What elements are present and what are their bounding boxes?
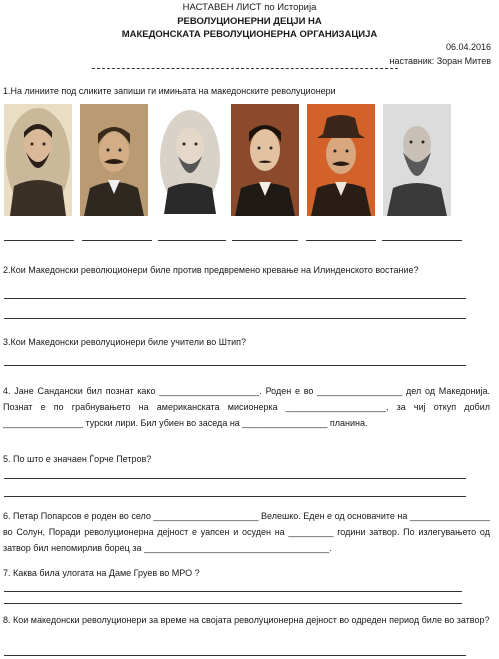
portrait-4: [231, 104, 299, 216]
worksheet-title: РЕВОЛУЦИОНЕРНИ ДЕЦЈИ НА: [177, 16, 322, 27]
name-line-6[interactable]: [382, 240, 462, 241]
question-8: 8. Кои македонски револуционери за време на својата револуционерна дејност во одреден период биле во затвор?: [3, 615, 490, 625]
question-5: 5. По што е значаен Ѓорче Петров?: [3, 454, 152, 464]
answer-line[interactable]: [4, 298, 466, 299]
date-label: 06.04.2016: [445, 42, 491, 52]
answer-line[interactable]: [4, 365, 466, 366]
portrait-man-in-hat-icon: [307, 104, 375, 216]
portrait-bearded-man-icon: [4, 104, 72, 216]
answer-line[interactable]: [4, 655, 466, 656]
question-3: 3.Кои Македонски револуционери биле учители во Штип?: [3, 337, 246, 347]
portrait-6: [383, 104, 451, 216]
name-line-4[interactable]: [232, 240, 298, 241]
answer-line[interactable]: [4, 591, 462, 592]
name-line-1[interactable]: [4, 240, 74, 241]
portrait-young-man-icon: [231, 104, 299, 216]
portrait-mustached-man-icon: [80, 104, 148, 216]
portrait-2: [80, 104, 148, 216]
answer-line[interactable]: [4, 318, 466, 319]
portrait-elder-bearded-man-icon: [383, 104, 451, 216]
question-2: 2.Кои Македонски революционери биле против предвремено кревање на Илинденското востание?: [3, 265, 419, 275]
portrait-3: [156, 104, 224, 216]
answer-line[interactable]: [4, 478, 466, 479]
answer-line[interactable]: [4, 603, 462, 604]
teacher-label: наставник: Зоран Митев: [389, 56, 491, 66]
question-4[interactable]: 4. Јане Сандански бил познат како ____________________. Роден е во _________________ дел од Македонија. Познат е по грабнувањето на американската мисионерка ____________________, за чиј откуп добил ________________ турски лири. Бил убиен во заседа на _________________ планина.: [3, 386, 490, 428]
answer-line[interactable]: [4, 496, 466, 497]
name-line-3[interactable]: [158, 240, 226, 241]
question-1: 1.На линиите под сликите запиши ги имињата на македонските револуционери: [3, 86, 336, 96]
worksheet-subtitle: МАКЕДОНСКАТА РЕВОЛУЦИОНЕРНА ОРГАНИЗАЦИЈА: [121, 29, 378, 40]
portrait-5: [307, 104, 375, 216]
worksheet-header: НАСТАВЕН ЛИСТ по Историја: [182, 2, 317, 13]
name-line-5[interactable]: [306, 240, 376, 241]
portrait-1: [4, 104, 72, 216]
question-7: 7. Каква била улогата на Даме Груев во МРО ?: [3, 568, 200, 578]
question-6[interactable]: 6. Петар Попарсов е роден во село _____________________ Велешко. Еден е од основачите на ________________ во Солун, Поради револуционерна дејност е уапсен и осуден на _________ години затвор. По излегувањето од затвор бил непомирлив борец за _____________________________________.: [3, 511, 490, 553]
name-line-2[interactable]: [82, 240, 152, 241]
header-divider: [92, 68, 398, 69]
portrait-bald-bearded-man-icon: [156, 104, 224, 216]
